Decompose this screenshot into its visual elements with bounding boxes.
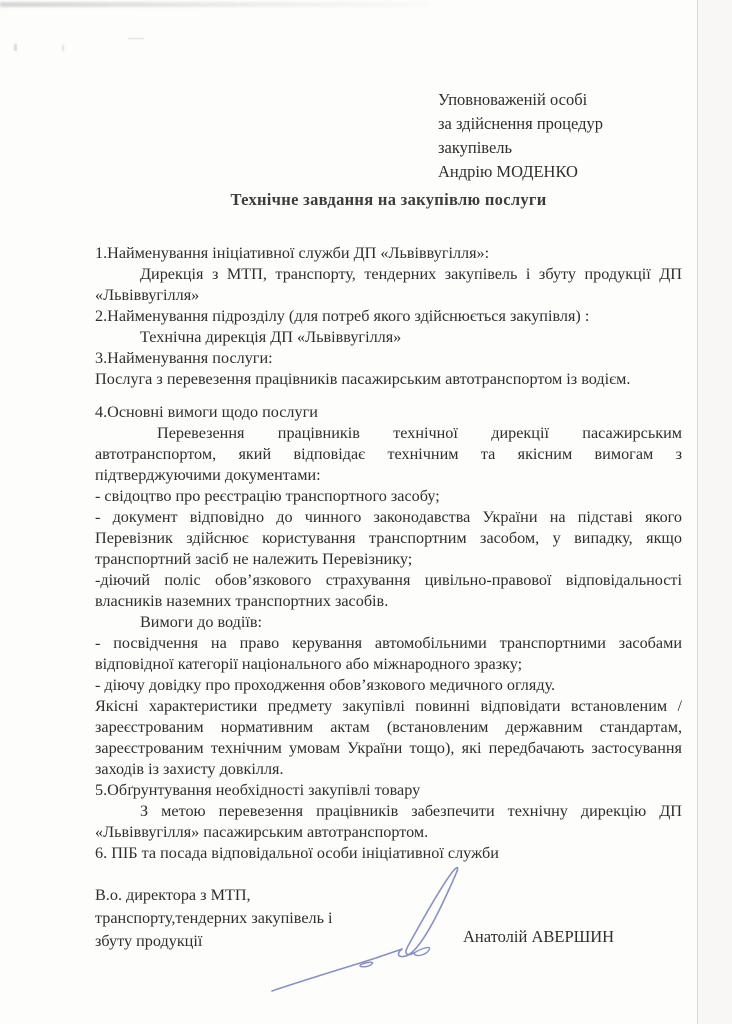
scan-artifact-top-smudge: [0, 2, 430, 7]
paragraph-item-1-value: Дирекція з МТП, транспорту, тендерних закупівель і збуту продукції ДП «Львіввугілля»: [95, 265, 682, 304]
signatory-name: Анатолій АВЕРШИН: [463, 927, 615, 946]
paragraph-item-1: 1.Найменування ініціативної служби ДП «Львіввугілля»:: [95, 244, 490, 262]
scan-artifact-mark: [62, 45, 64, 51]
paragraph-item-4: 4.Основні вимоги щодо послуги: [95, 403, 318, 421]
scan-edge-shade: [698, 0, 732, 1024]
signature-position-line: транспорту,тендерних закупівель і: [95, 909, 333, 927]
paragraph-bullet-license: - посвідчення на право керування автомобільними транспортними засобами відповідної категорії національного або міжнародного зразку;: [95, 634, 682, 673]
paragraph-bullet-insurance: -діючий поліс обов’язкового страхування цивільно-правової відповідальності власників наземних транспортних засобів.: [95, 571, 682, 610]
addressee-line: Уповноваженій особі: [438, 90, 588, 109]
paragraph-bullet-document: - документ відповідно до чинного законодавства України на підставі якого Перевізник здійснює користування транспортним засобом, у випадку, якщо транспортний засіб не належить Перевізнику;: [95, 508, 682, 568]
paragraph-bullet-registration: - свідоцтво про реєстрацію транспортного засобу;: [95, 487, 440, 505]
paragraph-bullet-medical: - діючу довідку про проходження обов’язкового медичного огляду.: [95, 676, 556, 694]
document-title: Технічне завдання на закупівлю послуги: [230, 190, 547, 209]
addressee-block: [438, 88, 603, 184]
paragraph-item-6: 6. ПІБ та посада відповідальної особи ініціативної служби: [95, 844, 499, 862]
addressee-name: Андрію МОДЕНКО: [438, 162, 578, 181]
signature-position-line: В.о. директора з МТП,: [95, 886, 251, 904]
paragraph-requirements-intro: Перевезення працівників технічної дирекції пасажирським автотранспортом, який відповідає технічним та якісним вимогам з підтверджуючими документами:: [95, 424, 682, 484]
paragraph-item-5-value: З метою перевезення працівників забезпечити технічну дирекцію ДП «Львіввугілля» пасажирським автотранспортом.: [95, 802, 682, 841]
signature-position-line: збуту продукції: [95, 932, 203, 950]
signature-ink: [268, 858, 473, 1006]
paragraph-item-2: 2.Найменування підрозділу (для потреб якого здійснюється закупівля) :: [95, 307, 590, 325]
paragraph-item-3: 3.Найменування послуги:: [95, 349, 273, 367]
addressee-line: за здійснення процедур: [438, 114, 604, 133]
addressee-line: закупівель: [438, 138, 513, 157]
paragraph-quality-characteristics: Якісні характеристики предмету закупівлі повинні відповідати встановленим /зареєстрованим нормативним актам (встановленим державним стандартам, зареєстрованим технічним умовам України тощо), які передбачають застосування заходів із захисту довкілля.: [95, 697, 682, 778]
paragraph-driver-requirements-heading: Вимоги до водіїв:: [140, 613, 263, 631]
scan-artifact-mark: [128, 38, 144, 41]
paragraph-item-3-value: Послуга з перевезення працівників пасажирським автотранспортом із водієм.: [95, 370, 631, 388]
scan-artifact-mark: [14, 44, 17, 51]
paragraph-item-5: 5.Обґрунтування необхідності закупівлі товару: [95, 781, 421, 799]
paragraph-item-2-value: Технічна дирекція ДП «Львіввугілля»: [140, 328, 402, 346]
document-body: [95, 243, 682, 864]
scan-edge-line: [697, 0, 698, 1024]
